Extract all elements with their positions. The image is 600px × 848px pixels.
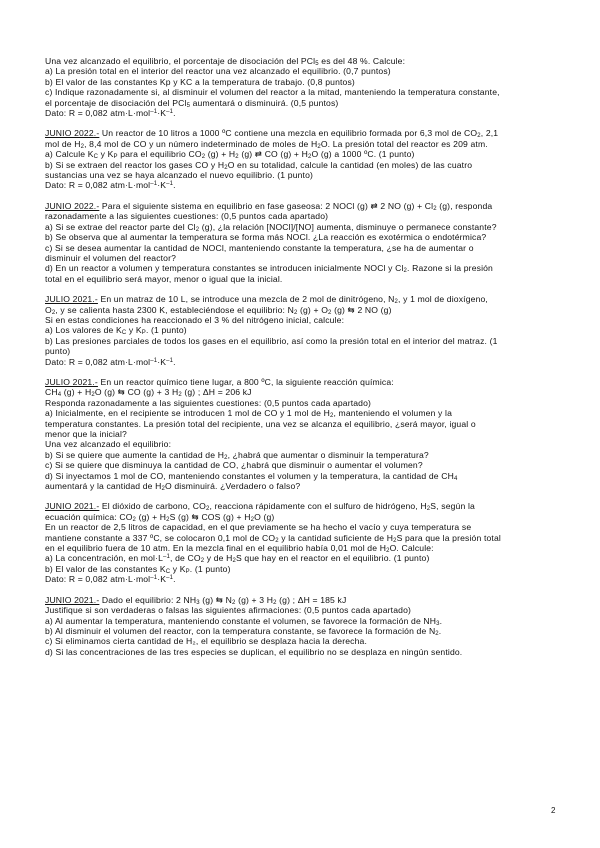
question-d: d) Si las concentraciones de las tres especies se duplican, el equilibrio no se desplaza en ningún sentido. <box>45 646 463 657</box>
data-note: Dato: R = 0,082 $atm\cdot L\cdot mol^{-1}\cdot K^{-1}$. <box>45 574 176 585</box>
question-a: a) Inicialmente, en el recipiente se introducen 1 mol de CO y 1 mol de $H_2$, manteniendo el volumen y la <box>45 408 453 420</box>
text-line: mantiene constante a 337 ºC, se colocaron 0,1 mol de $CO_2$ y la cantidad suficiente de $H_2S$ para que la presión total <box>45 532 501 544</box>
document-page <box>45 56 557 667</box>
question-c-cont: el porcentaje de disociación del PCl$_5$ aumentará o disminuirá. (0,5 puntos) <box>45 97 339 109</box>
problem-heading: JUNIO 2022.- <box>45 200 100 211</box>
text-line: JUNIO 2022.- Para el siguiente sistema en equilibrio en fase gaseosa: 2 NOCl (g) ⇄ 2 NO $(g) + Cl_2$ (g), responda <box>45 200 493 212</box>
question-a: a) Los valores de $K_C$ y $K_P$. (1 punto) <box>45 325 187 337</box>
question-a: a) La presión total en el interior del reactor una vez alcanzado el equilibrio. (0,7 puntos) <box>45 66 391 77</box>
text-line: mol de $H_2$, 8,4 mol de CO y un número indeterminado de moles de $H_2O$. La presión total del reactor es 209 atm. <box>45 138 488 150</box>
text-line: Una vez alcanzado el equilibrio: <box>45 439 172 450</box>
text-line: JULIO 2021.- En un matraz de 10 L, se introduce una mezcla de 2 mol de dinitrógeno, $N_2$, y 1 mol de dioxígeno, <box>45 294 488 306</box>
question-b: b) Si se extraen del reactor los gases CO y $H_2O$ en su totalidad, calcule la cantidad (en moles) de las cuatro <box>45 159 473 171</box>
text-line: razonadamente a las siguientes cuestiones: (0,5 puntos cada apartado) <box>45 211 329 222</box>
data-note: Dato: R = 0,082 $atm\cdot L\cdot mol^{-1}\cdot K^{-1}$. <box>45 108 176 119</box>
text-line: JUNIO 2021.- Dado el equilibrio: 2 $NH_3$ (g) ⇆ $N_2$ (g) + 3 $H_2$ (g) ; ΔH = 185 kJ <box>45 594 347 606</box>
text-line: JUNIO 2021.- El dióxido de carbono, $CO_2$, reacciona rápidamente con el sulfuro de hidrógeno, $H_2S$, según la <box>45 501 475 513</box>
question-b-cont: sustancias una vez se haya alcanzado el nuevo equilibrio. (1 punto) <box>45 170 314 181</box>
question-d-cont: aumentará y la cantidad de $H_2O$ disminuirá. ¿Verdadero o falso? <box>45 481 301 493</box>
question-a: a) Calcule $K_C$ y $K_P$ para el equilibrio $CO_2$ $(g) + H_2$ (g) ⇄ CO $(g) + H_2O$ (g) a 1000 ºC. (1 punto) <box>45 149 415 161</box>
page-number: 2 <box>551 806 556 815</box>
question-c-cont: disminuir el volumen del reactor? <box>45 252 177 263</box>
text-line: en el equilibrio fuera de 10 atm. En la mezcla final en el equilibrio había 0,01 mol de $H_2O$. Calcule: <box>45 543 434 555</box>
problem-junio-2021-a <box>45 501 557 584</box>
question-a-cont: temperatura constantes. La presión total del recipiente, una vez se alcanza el equilibrio, ¿será mayor, igual o <box>45 418 476 429</box>
problem-junio-2022-b <box>45 201 557 284</box>
question-c: c) Indique razonadamente si, al disminuir el volumen del reactor a la mitad, manteniendo la temperatura constante, <box>45 87 500 98</box>
problem-junio-2022-a <box>45 128 557 190</box>
text-line: Si en estas condiciones ha reaccionado el 3 % del nitrógeno inicial, calcule: <box>45 314 345 325</box>
data-note: Dato: R = 0,082 $atm\cdot L\cdot mol^{-1}\cdot K^{-1}$. <box>45 356 176 367</box>
problem-heading: JUNIO 2022.- <box>45 128 100 139</box>
equation: $CH_4$ $(g) + H_2O$ (g) ⇆ CO (g) + 3 $H_2$ (g) ; ΔH = 206 kJ <box>45 387 252 399</box>
problem-julio-2021-b <box>45 377 557 491</box>
problem-heading: JULIO 2021.- <box>45 294 98 305</box>
question-b: b) Al disminuir el volumen del reactor, con la temperatura constante, se favorece la formación de $N_2$. <box>45 625 442 637</box>
problem-junio-2021-b <box>45 595 557 657</box>
problem-julio-2021-a <box>45 294 557 367</box>
text-line: En un reactor de 2,5 litros de capacidad, en el que previamente se ha hecho el vacío y cuya temperatura se <box>45 522 472 533</box>
data-note: Dato: R = 0,082 $atm\cdot L\cdot mol^{-1}\cdot K^{-1}$. <box>45 180 176 191</box>
equation: ecuación química: $CO_2$ $(g) + H_2S$ (g) ⇆ COS $(g) + H_2O$ (g) <box>45 511 275 523</box>
text-line: JULIO 2021.- En un reactor químico tiene lugar, a 800 ºC, la siguiente reacción química: <box>45 376 394 387</box>
question-a-cont: menor que la inicial? <box>45 429 127 439</box>
question-a: a) Si se extrae del reactor parte del $Cl_2$ (g), ¿la relación [NOCl]/[NO] aumenta, disminuye o permanece constante? <box>45 221 497 233</box>
text-line: Responda razonadamente a las siguientes cuestiones: (0,5 puntos cada apartado) <box>45 397 372 408</box>
question-b: b) Las presiones parciales de todos los gases en el equilibrio, así como la presión total en el interior del matraz. (1 <box>45 335 498 346</box>
question-d-cont: total en el equilibrio será mayor, menor o igual que la inicial. <box>45 273 283 284</box>
question-c: c) Si eliminamos cierta cantidad de H₂, el equilibrio se desplaza hacia la derecha. <box>45 636 367 647</box>
problem-heading: JUNIO 2021.- <box>45 501 100 512</box>
question-b: b) Si se quiere que aumente la cantidad de $H_2$, ¿habrá que aumentar o disminuir la temperatura? <box>45 449 429 461</box>
question-a: a) La concentración, en $mol\cdot L^{-1}$, de $CO_2$ y de $H_2S$ que hay en el reactor en el equilibrio. (1 punto) <box>45 553 430 565</box>
question-b: b) Se observa que al aumentar la temperatura se forma más NOCl. ¿La reacción es exotérmica o endotérmica? <box>45 232 487 243</box>
question-d: d) En un reactor a volumen y temperatura constantes se introducen inicialmente NOCl y $Cl_2$. Razone si la presión <box>45 263 493 275</box>
problem-heading: JUNIO 2021.- <box>45 594 100 605</box>
question-d: d) Si inyectamos 1 mol de CO, manteniendo constantes el volumen y la temperatura, la cantidad de $CH_4$ <box>45 470 458 482</box>
problem-intro-continuation <box>45 56 557 118</box>
text-line: Justifique si son verdaderas o falsas las siguientes afirmaciones: (0,5 puntos cada apartado) <box>45 605 412 616</box>
question-c: c) Si se quiere que disminuya la cantidad de CO, ¿habrá que disminuir o aumentar el volumen? <box>45 460 423 471</box>
text-line: $O_2$, y se calienta hasta 2300 K, estableciéndose el equilibrio: $N_2$ $(g) + O_2$ (g) ⇆ 2 NO (g) <box>45 304 392 316</box>
problem-heading: JULIO 2021.- <box>45 376 98 387</box>
question-b-cont: punto) <box>45 346 71 357</box>
question-c: c) Si se desea aumentar la cantidad de NOCl, manteniendo constante la temperatura, ¿se ha de aumentar o <box>45 242 474 253</box>
text-line: Una vez alcanzado el equilibrio, el porcentaje de disociación del PCl$_5$ es del 48 %. Calcule: <box>45 56 406 67</box>
question-a: a) Al aumentar la temperatura, manteniendo constante el volumen, se favorece la formación de $NH_3$. <box>45 615 443 627</box>
question-b: b) El valor de las constantes Kp y KC a la temperatura de trabajo. (0,8 puntos) <box>45 76 355 87</box>
question-b: b) El valor de las constantes $K_C$ y $K_P$. (1 punto) <box>45 563 231 575</box>
text-line: JUNIO 2022.- Un reactor de 10 litros a 1000 ºC contiene una mezcla en equilibrio formada por 6,3 mol de $CO_2$, 2,1 <box>45 128 499 140</box>
